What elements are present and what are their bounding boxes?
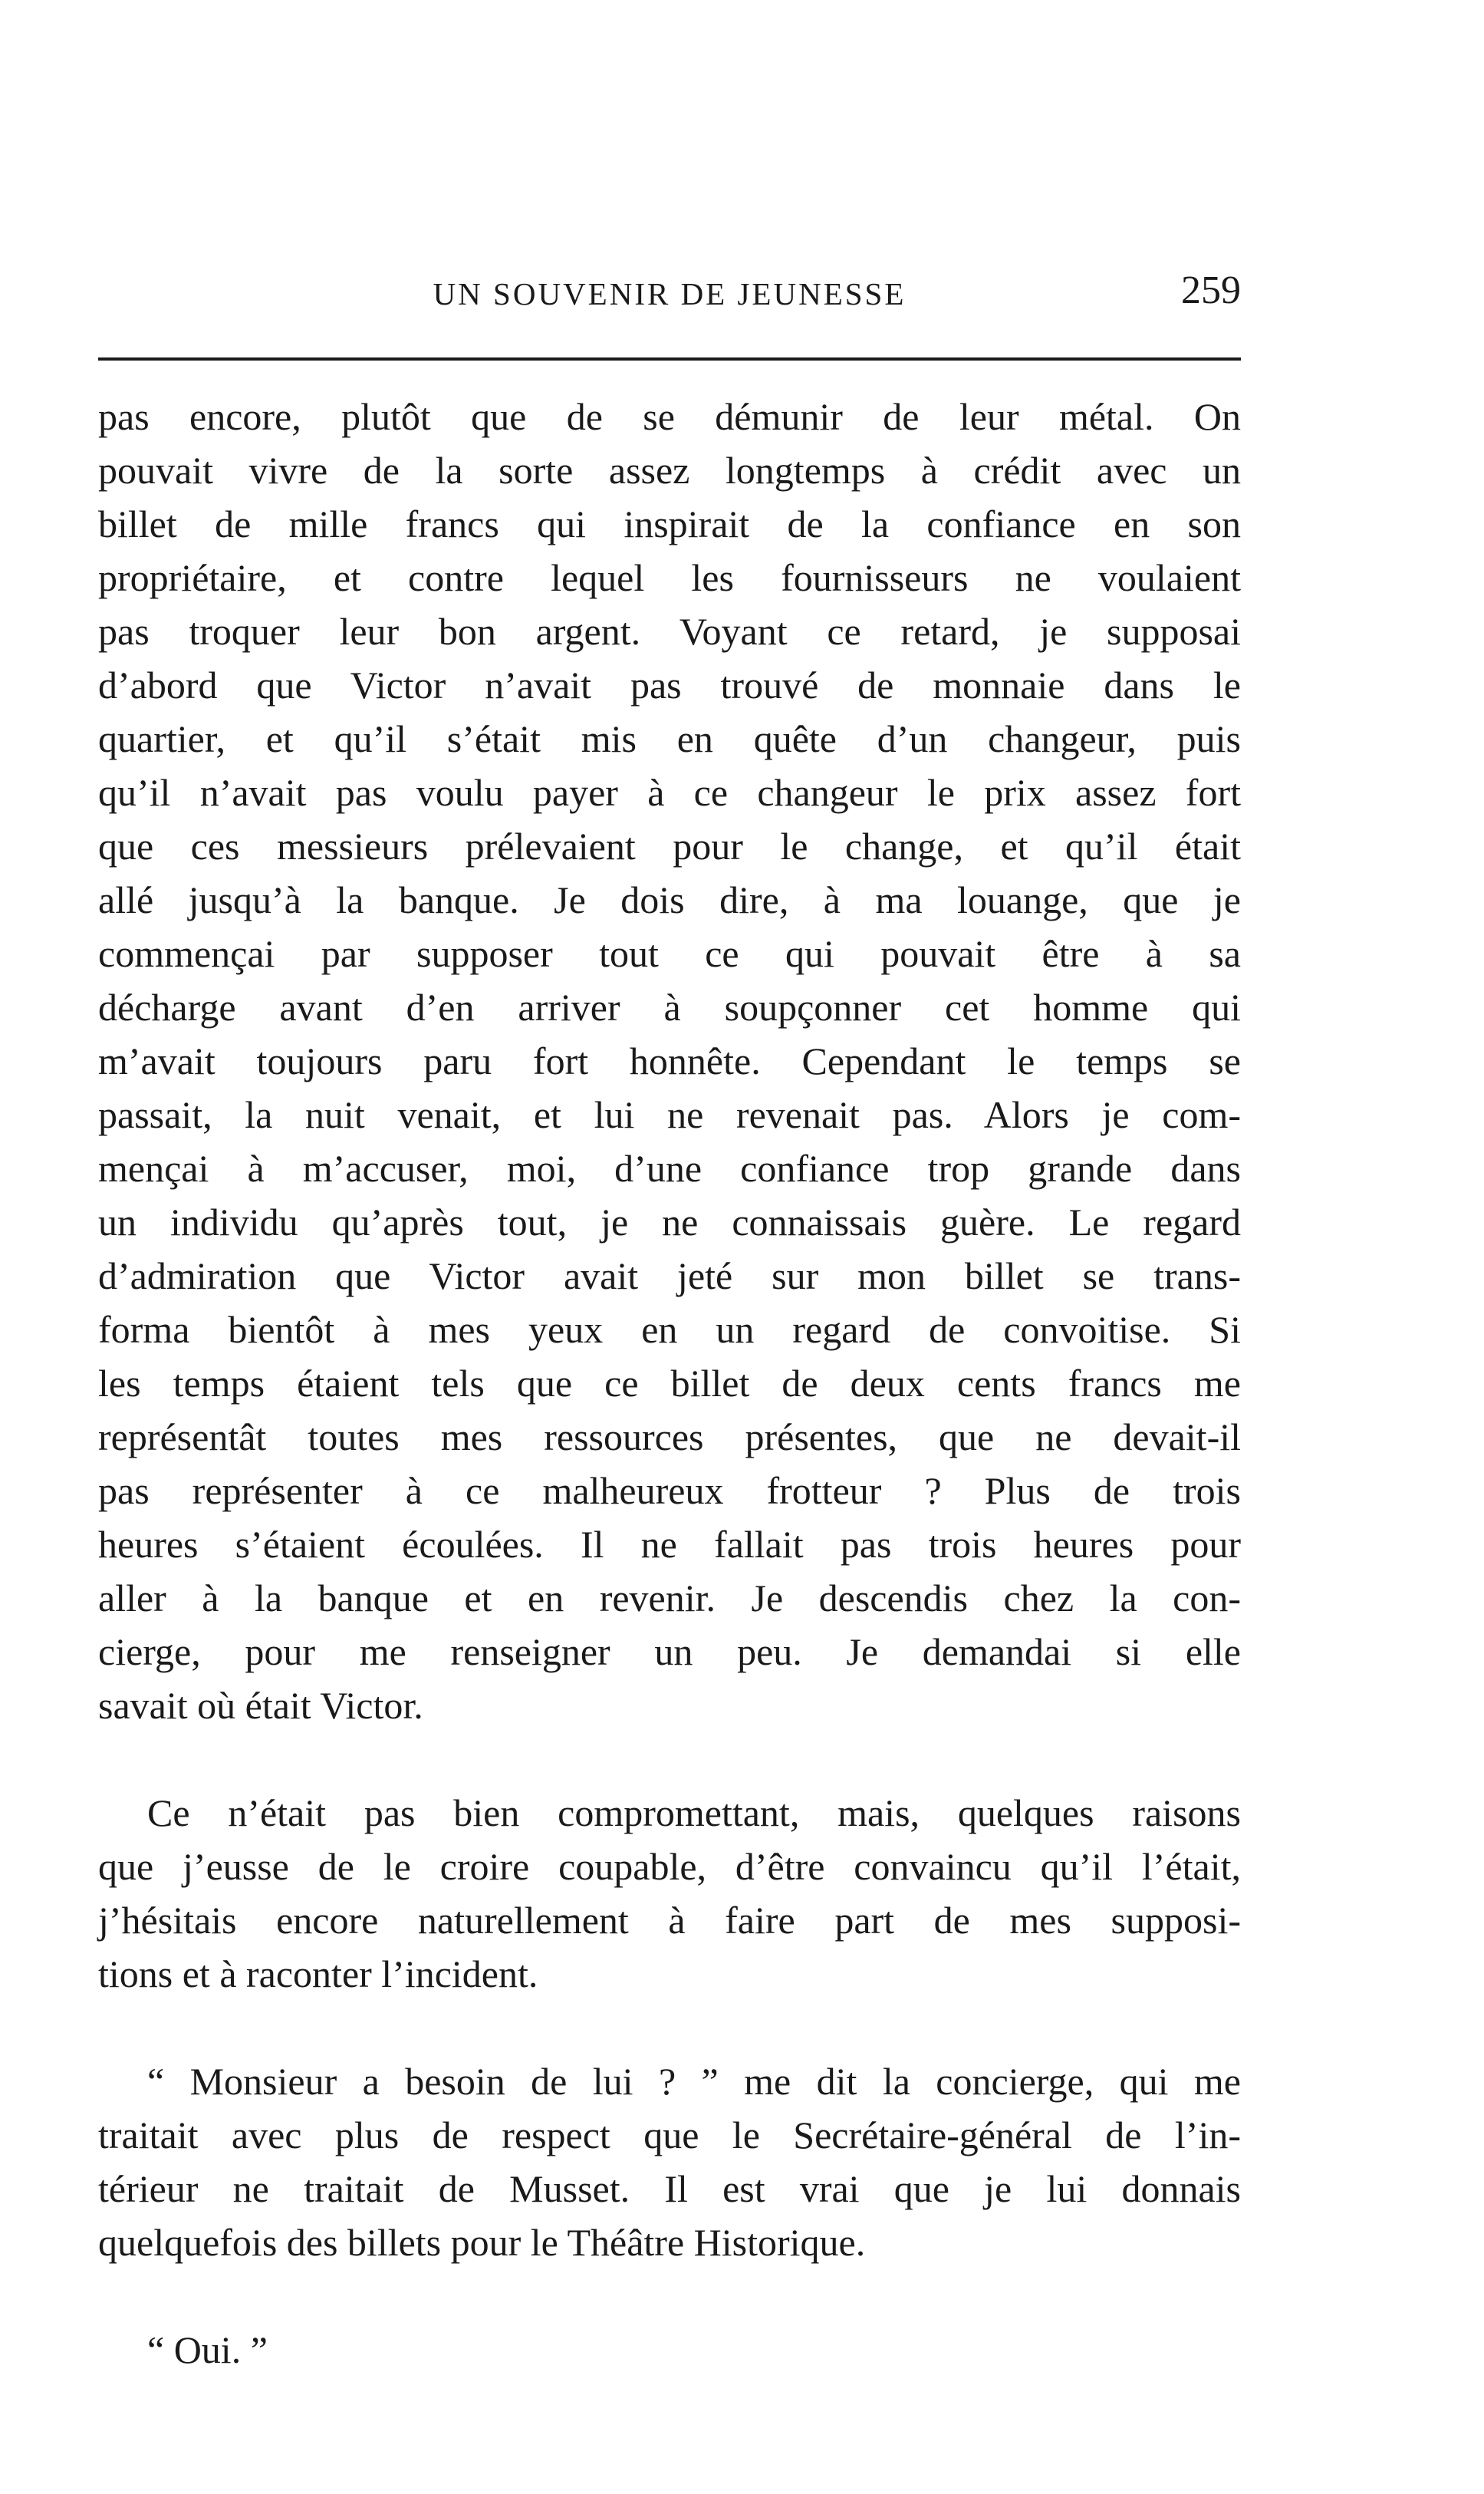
text-line: propriétaire, et contre lequel les fournisseurs ne voulaient xyxy=(98,556,1241,599)
paragraph-gap xyxy=(98,1732,1241,1786)
text-line: décharge avant d’en arriver à soupçonner cet homme qui xyxy=(98,986,1241,1029)
running-title: UN SOUVENIR DE JEUNESSE xyxy=(433,276,907,311)
text-line: j’hésitais encore naturellement à faire part de mes supposi- xyxy=(98,1899,1241,1942)
body-text xyxy=(98,390,1241,2377)
text-line: les temps étaient tels que ce billet de deux cents francs me xyxy=(98,1362,1241,1405)
text-line: “ Oui. ” xyxy=(147,2328,268,2371)
text-line: “ Monsieur a besoin de lui ? ” me dit la concierge, qui me xyxy=(147,2060,1241,2103)
text-line: cierge, pour me renseigner un peu. Je demandai si elle xyxy=(98,1630,1241,1673)
text-line: commençai par supposer tout ce qui pouvait être à sa xyxy=(98,932,1241,975)
paragraph xyxy=(98,2323,1241,2377)
page-number: 259 xyxy=(1181,269,1241,312)
text-line: traitait avec plus de respect que le Secrétaire-général de l’in- xyxy=(98,2113,1241,2156)
text-line: pouvait vivre de la sorte assez longtemps à crédit avec un xyxy=(98,449,1241,492)
text-line: mençai à m’accuser, moi, d’une confiance trop grande dans xyxy=(98,1147,1241,1190)
paragraph-gap xyxy=(98,2269,1241,2323)
text-line: quartier, et qu’il s’était mis en quête d’un changeur, puis xyxy=(98,717,1241,760)
text-line: heures s’étaient écoulées. Il ne fallait pas trois heures pour xyxy=(98,1523,1241,1566)
text-line: forma bientôt à mes yeux en un regard de convoitise. Si xyxy=(98,1308,1241,1351)
text-line: billet de mille francs qui inspirait de la confiance en son xyxy=(98,502,1241,545)
text-line: passait, la nuit venait, et lui ne revenait pas. Alors je com- xyxy=(98,1093,1241,1136)
text-line: quelquefois des billets pour le Théâtre Historique. xyxy=(98,2221,866,2264)
text-line: représentât toutes mes ressources présentes, que ne devait-il xyxy=(98,1415,1241,1458)
text-line: tions et à raconter l’incident. xyxy=(98,1952,538,1995)
text-line: pas troquer leur bon argent. Voyant ce retard, je supposai xyxy=(98,610,1241,653)
text-line: Ce n’était pas bien compromettant, mais, quelques raisons xyxy=(147,1791,1241,1834)
text-line: que ces messieurs prélevaient pour le change, et qu’il était xyxy=(98,825,1241,868)
text-line: que j’eusse de le croire coupable, d’être convaincu qu’il l’était, xyxy=(98,1845,1241,1888)
header-rule xyxy=(98,357,1241,361)
text-line: térieur ne traitait de Musset. Il est vrai que je lui donnais xyxy=(98,2167,1241,2210)
paragraph xyxy=(98,2054,1241,2269)
paragraph xyxy=(98,1786,1241,2001)
text-line: un individu qu’après tout, je ne connaissais guère. Le regard xyxy=(98,1201,1241,1244)
text-line: qu’il n’avait pas voulu payer à ce changeur le prix assez fort xyxy=(98,771,1241,814)
text-line: d’abord que Victor n’avait pas trouvé de monnaie dans le xyxy=(98,664,1241,707)
text-line: aller à la banque et en revenir. Je descendis chez la con- xyxy=(98,1576,1241,1619)
text-line: m’avait toujours paru fort honnête. Cependant le temps se xyxy=(98,1039,1241,1082)
text-line: d’admiration que Victor avait jeté sur mon billet se trans- xyxy=(98,1254,1241,1297)
paragraph xyxy=(98,390,1241,1732)
paragraph-gap xyxy=(98,2001,1241,2054)
text-line: allé jusqu’à la banque. Je dois dire, à ma louange, que je xyxy=(98,878,1241,921)
page-header xyxy=(98,257,1241,318)
text-line: savait où était Victor. xyxy=(98,1684,423,1727)
text-line: pas représenter à ce malheureux frotteur ? Plus de trois xyxy=(98,1469,1241,1512)
text-line: pas encore, plutôt que de se démunir de leur métal. On xyxy=(98,395,1241,438)
